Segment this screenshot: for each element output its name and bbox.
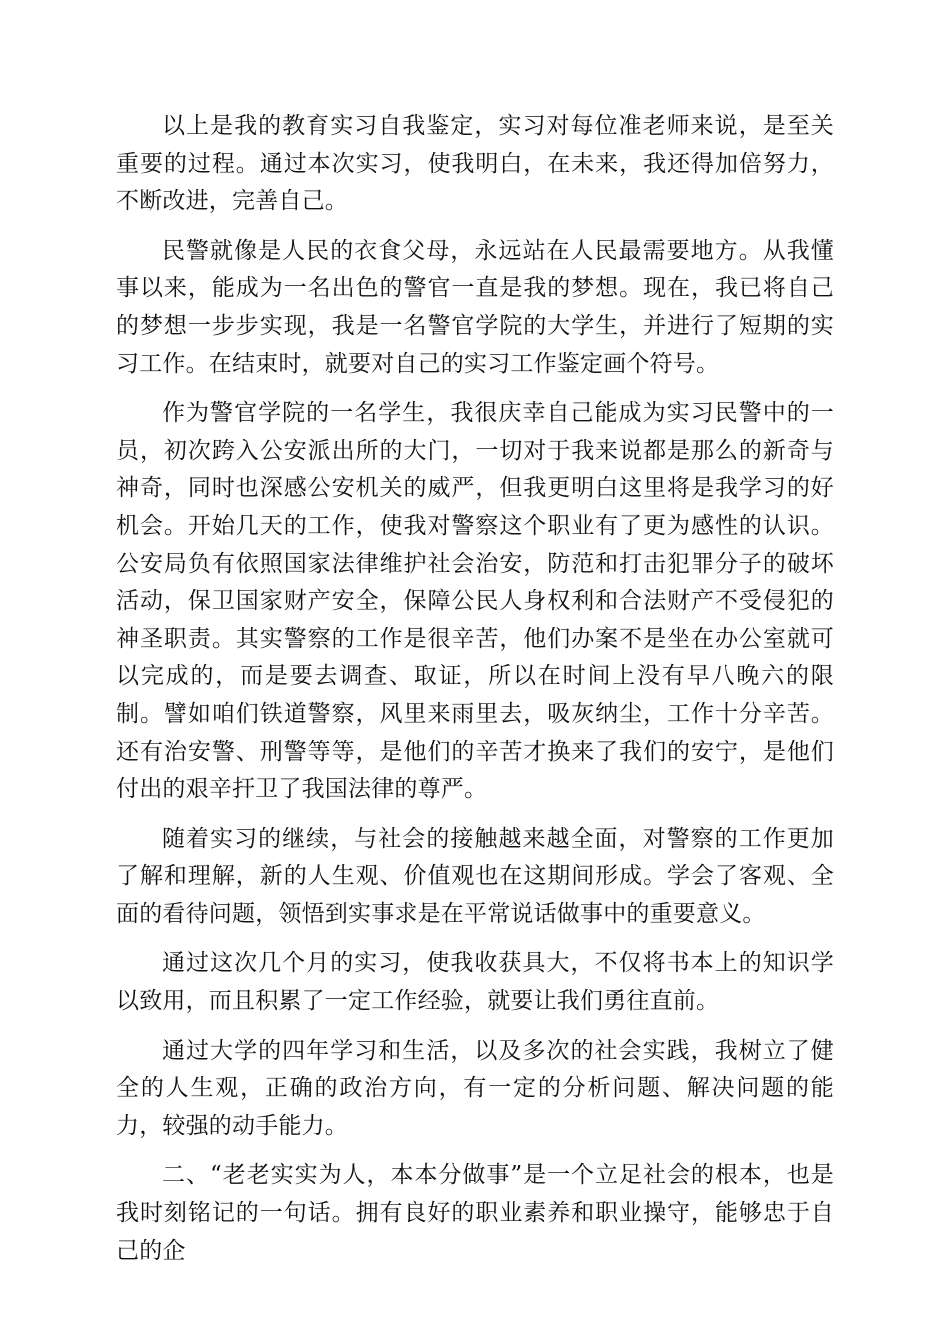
paragraph-4: 随着实习的继续，与社会的接触越来越全面，对警察的工作更加了解和理解，新的人生观、价值观也在这期间形成。学会了客观、全面的看待问题，领悟到实事求是在平常说话做事中的重要意义。 (116, 825, 834, 927)
paragraph-7: 二、“老老实实为人，本本分做事”是一个立足社会的根本，也是我时刻铭记的一句话。拥有良好的职业素养和职业操守，能够忠于自己的企 (116, 1162, 834, 1264)
paragraph-3: 作为警官学院的一名学生，我很庆幸自己能成为实习民警中的一员，初次跨入公安派出所的大门，一切对于我来说都是那么的新奇与神奇，同时也深感公安机关的威严，但我更明白这里将是我学习的好机会。开始几天的工作，使我对警察这个职业有了更为感性的认识。公安局负有依照国家法律维护社会治安，防范和打击犯罪分子的破坏活动，保卫国家财产安全，保障公民人身权利和合法财产不受侵犯的神圣职责。其实警察的工作是很辛苦，他们办案不是坐在办公室就可以完成的，而是要去调查、取证，所以在时间上没有早八晚六的限制。譬如咱们铁道警察，风里来雨里去，吸灰纳尘，工作十分辛苦。还有治安警、刑警等等，是他们的辛苦才换来了我们的安宁，是他们付出的艰辛扞卫了我国法律的尊严。 (116, 400, 834, 803)
paragraph-5: 通过这次几个月的实习，使我收获具大，不仅将书本上的知识学以致用，而且积累了一定工作经验，就要让我们勇往直前。 (116, 950, 834, 1015)
paragraph-1: 以上是我的教育实习自我鉴定，实习对每位准老师来说，是至关重要的过程。通过本次实习，使我明白，在未来，我还得加倍努力，不断改进，完善自己。 (116, 113, 834, 215)
document-body (116, 108, 834, 1282)
paragraph-2: 民警就像是人民的衣食父母，永远站在人民最需要地方。从我懂事以来，能成为一名出色的警官一直是我的梦想。现在，我已将自己的梦想一步步实现，我是一名警官学院的大学生，并进行了短期的实习工作。在结束时，就要对自己的实习工作鉴定画个符号。 (116, 237, 834, 377)
paragraph-6: 通过大学的四年学习和生活，以及多次的社会实践，我树立了健全的人生观，正确的政治方向，有一定的分析问题、解决问题的能力，较强的动手能力。 (116, 1037, 834, 1139)
